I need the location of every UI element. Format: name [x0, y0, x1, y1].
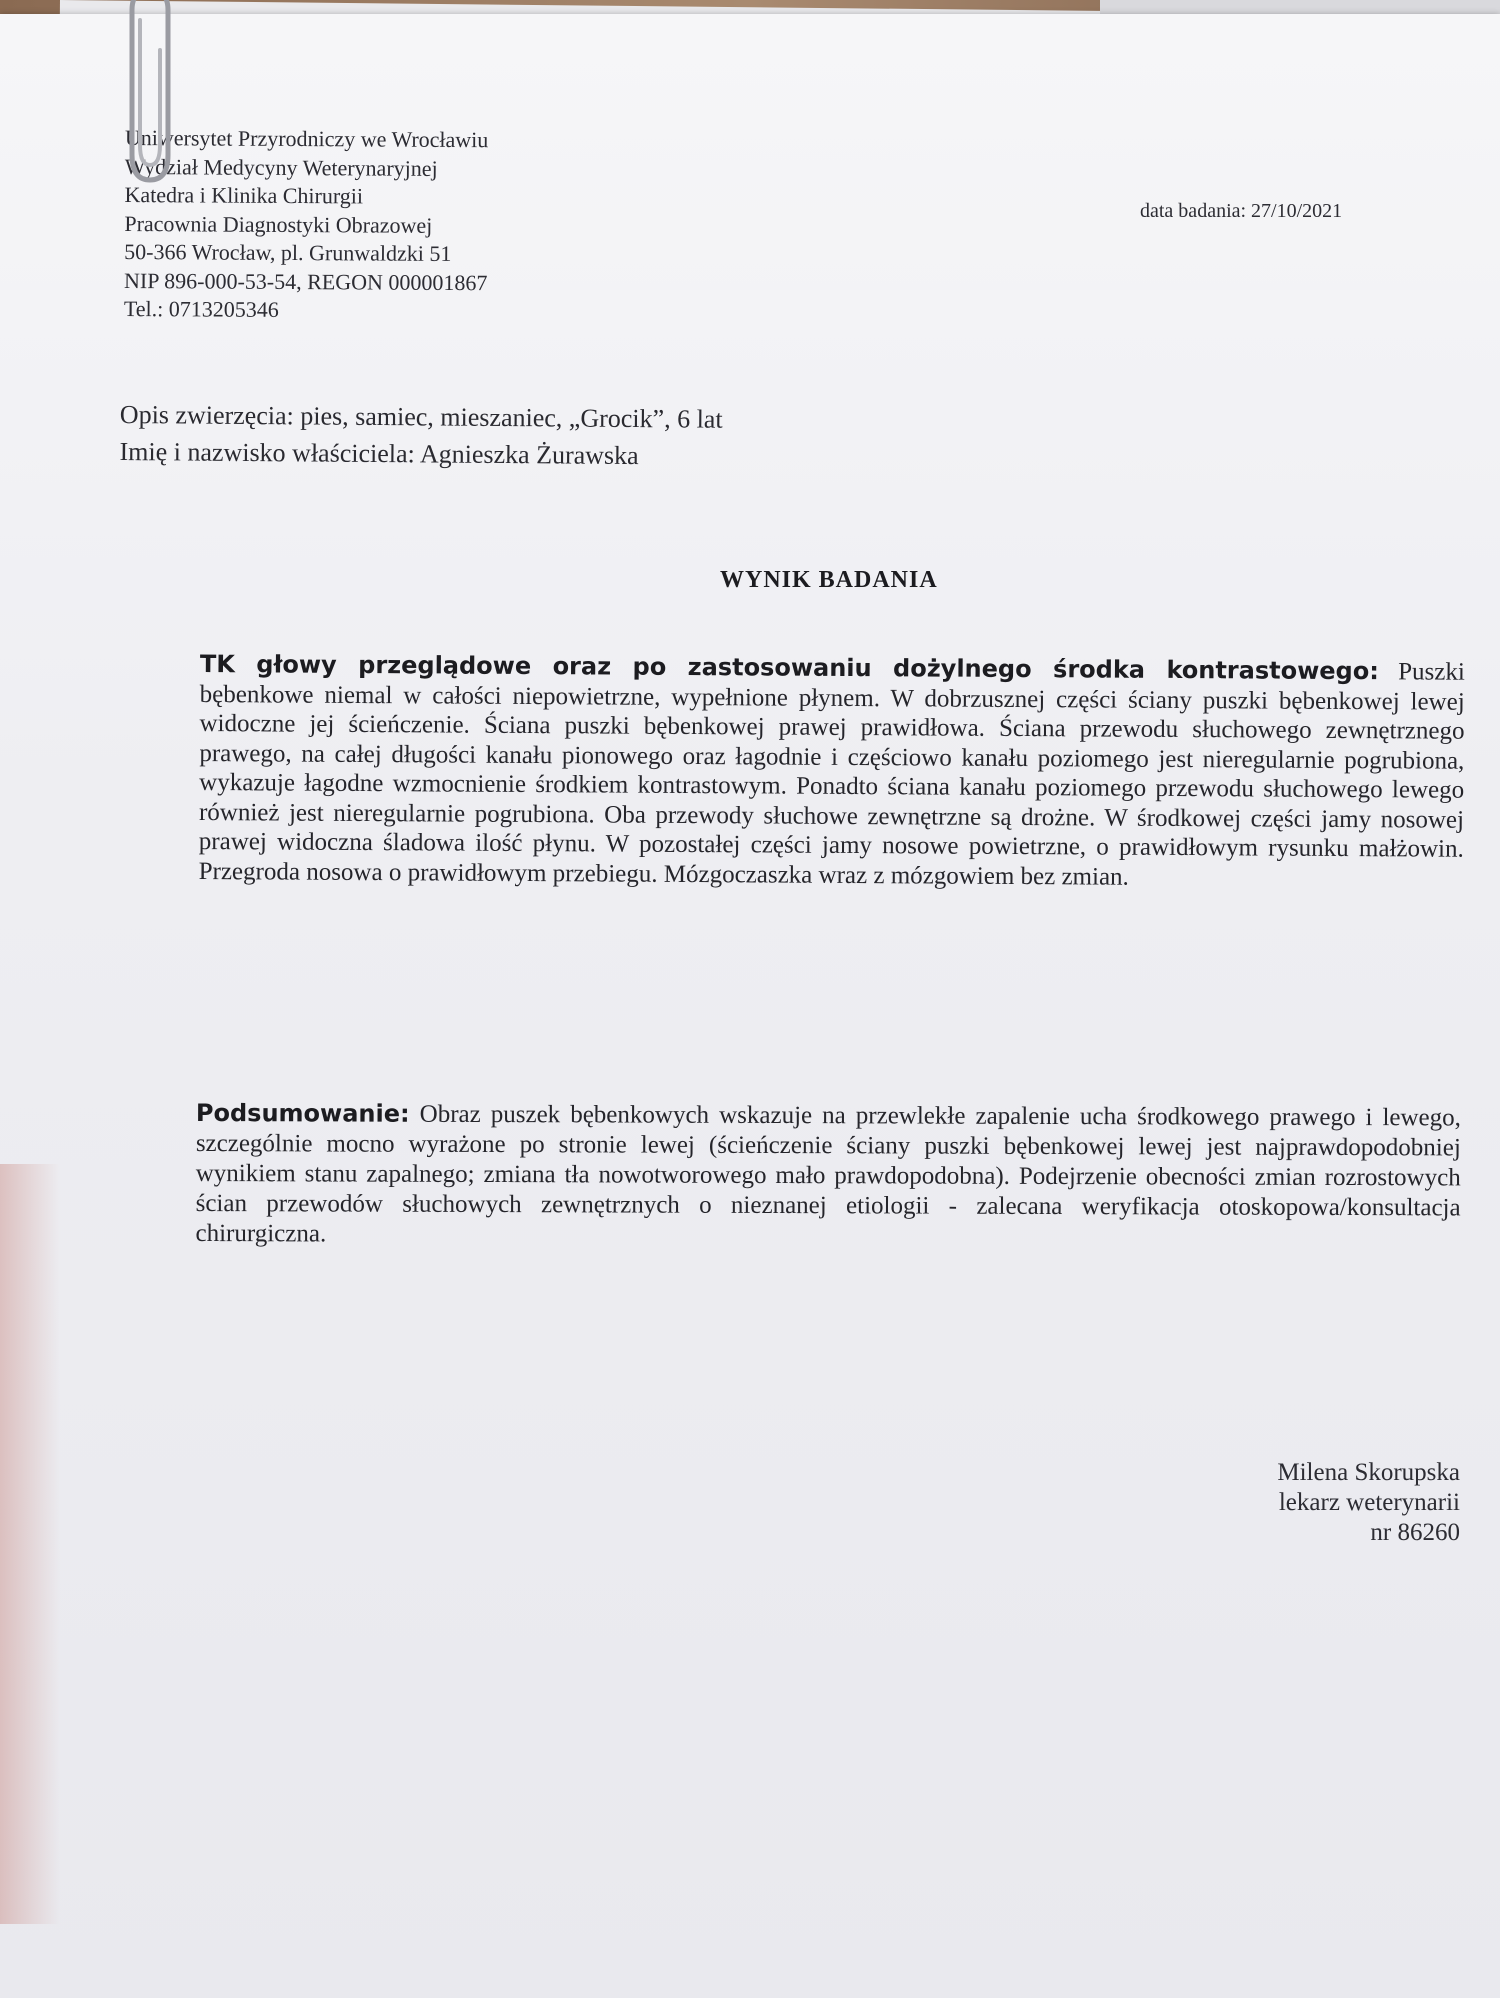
header-line-lab: Pracownia Diagnostyki Obrazowej	[124, 210, 433, 238]
header-line-address: 50-366 Wrocław, pl. Grunwaldzki 51	[124, 238, 452, 266]
paper-shadow	[0, 1164, 60, 1924]
signer-name: Milena Skorupska	[1277, 1459, 1460, 1486]
header-line-phone: Tel.: 0713205346	[123, 295, 279, 322]
findings-text: Puszki bębenkowe niemal w całości niepowietrzne, wypełnione płynem. W dobrzusznej części ściany puszki bębenkowej lewej widoczne jej ścieńczenie. Ściana puszki bębenkowej prawej prawidłowa. Ściana przewodu słuchowego zewnętrznego prawego, na całej długości kanału pionowego oraz łagodnie i częściowo kanału poziomego jest nieregularnie pogrubiona, wykazuje łagodne wzmocnienie środkiem kontrastowym. Ponadto ściana kanału poziomego przewodu słuchowego lewego również jest nieregularnie pogrubiona. Oba przewody słuchowe zewnętrzne są drożne. W środkowej części jamy nosowej prawej widoczna śladowa ilość płynu. W pozostałej części jamy nosowe powietrzne, o prawidłowym rysunku małżowin. Przegroda nosowa o prawidłowym przebiegu. Mózgoczaszka wraz z mózgowiem bez zmian.	[198, 658, 1465, 891]
summary-paragraph	[195, 1098, 1461, 1253]
owner-name: Imię i nazwisko właściciela: Agnieszka Żurawska	[119, 436, 639, 471]
header-line-tax-ids: NIP 896-000-53-54, REGON 000001867	[123, 267, 488, 295]
document-page	[0, 14, 1500, 1998]
header-line-faculty: Wydział Medycyny Weterynaryjnej	[124, 153, 438, 181]
animal-description: Opis zwierzęcia: pies, samiec, mieszaniec, „Grocik”, 6 lat	[119, 399, 723, 434]
paperclip-icon	[110, 0, 180, 210]
signer-role: lekarz weterynarii	[1278, 1489, 1460, 1516]
exam-date: data badania: 27/10/2021	[1140, 200, 1343, 222]
patient-info	[119, 396, 722, 475]
header-line-university: Uniwersytet Przyrodniczy we Wrocławiu	[124, 124, 489, 153]
findings-lead: TK głowy przeglądowe oraz po zastosowaniu dożylnego środka kontrastowego:	[199, 650, 1379, 686]
findings-paragraph	[199, 650, 1465, 894]
header-line-department: Katedra i Klinika Chirurgii	[124, 181, 364, 209]
summary-lead: Podsumowanie:	[195, 1099, 410, 1128]
report-title: WYNIK BADANIA	[720, 567, 938, 593]
signature-block	[1277, 1458, 1460, 1548]
summary-text: Obraz puszek bębenkowych wskazuje na przewlekłe zapalenie ucha środkowego prawego i lewego, szczególnie mocno wyrażone po stronie lewej (ścieńczenie ściany puszki bębenkowej lewej jest najprawdopodobniej wynikiem stanu zapalnego; zmiana tła nowotworowego mało prawdopodobna). Podejrzenie obecności zmian rozrostowych ścian przewodów słuchowych zewnętrznych o nieznanej etiologii - zalecana weryfikacja otoskopowa/konsultacja chirurgiczna.	[195, 1100, 1461, 1248]
signer-number: nr 86260	[1370, 1519, 1460, 1546]
